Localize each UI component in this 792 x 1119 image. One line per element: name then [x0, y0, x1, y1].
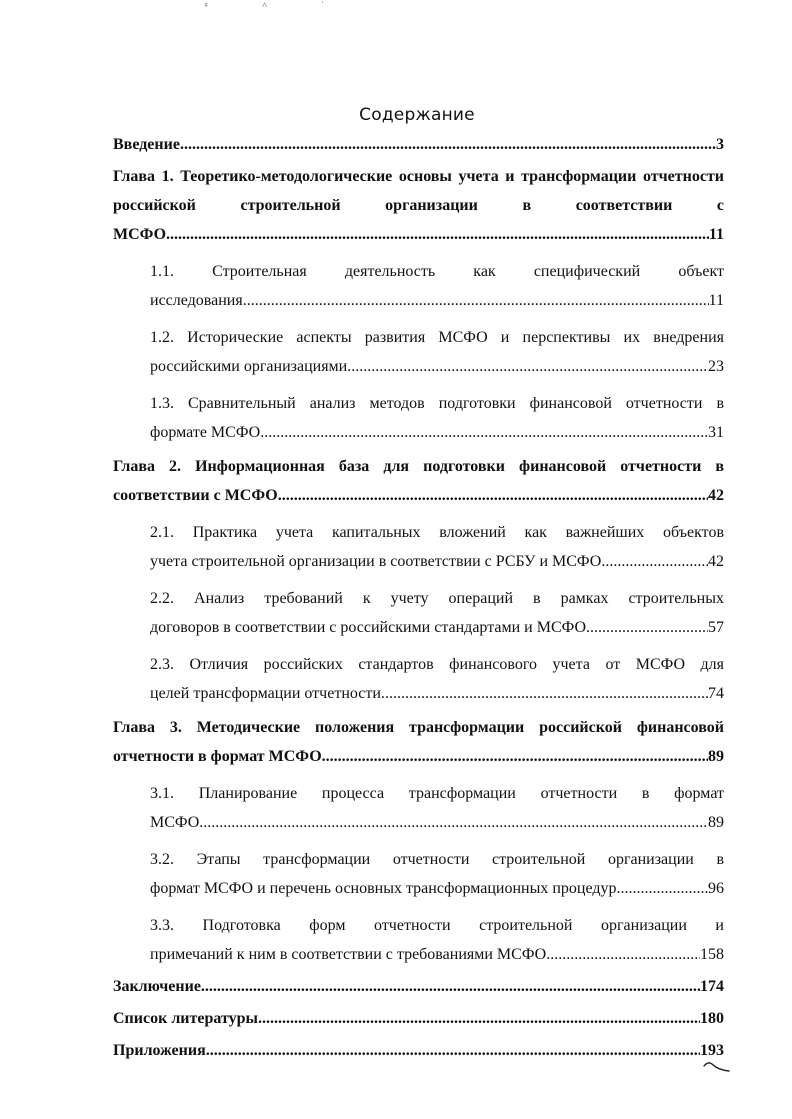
toc-entry-section-2-3[interactable] [150, 650, 724, 708]
toc-entry-title: 1.1. Строительная деятельность как специфический объект [150, 263, 724, 280]
toc-entry-chapter-1[interactable] [113, 162, 724, 249]
toc-entry-section-3-2[interactable] [150, 845, 724, 903]
toc-page-number: 89 [708, 814, 724, 831]
toc-entry-section-2-2[interactable] [150, 584, 724, 642]
toc-entry-title: Список литературы [113, 1010, 258, 1027]
handwritten-mark [702, 1052, 732, 1082]
toc-entry-section-3-3[interactable] [150, 911, 724, 969]
leader-dots [351, 352, 708, 381]
toc-entry-title: 2.1. Практика учета капитальных вложений как важнейших объектов [150, 524, 724, 541]
leader-dots [203, 808, 708, 837]
toc-entry-title: 3.1. Планирование процесса трансформации отчетности в формат [150, 785, 724, 802]
toc-entry-references[interactable] [113, 1004, 724, 1033]
toc-entry-title-end: договоров в соответствии с российскими стандартами и МСФО. [150, 619, 591, 636]
toc-entry-title: Заключение [113, 978, 201, 995]
toc-page-number: 3 [716, 136, 724, 153]
toc-page-number: 180 [700, 1010, 724, 1027]
toc-entry-intro[interactable] [113, 130, 724, 159]
leader-dots [617, 874, 708, 903]
toc-entry-appendices[interactable] [113, 1036, 724, 1065]
toc-page-number: 42 [708, 553, 724, 570]
toc-entry-title-end: МСФО. [113, 226, 171, 243]
toc-entry-section-1-1[interactable] [150, 257, 724, 315]
toc-entry-title: 3.3. Подготовка форм отчетности строительной организации и [150, 917, 724, 934]
leader-dots [180, 130, 716, 159]
page-title: Содержание [359, 105, 475, 125]
toc-entry-title: 1.3. Сравнительный анализ методов подготовки финансовой отчетности в [150, 395, 724, 412]
scan-specks: ᵍ ˄ ˈ [205, 0, 351, 10]
toc-entry-section-3-1[interactable] [150, 779, 724, 837]
leader-dots [326, 742, 708, 771]
leader-dots [590, 613, 708, 642]
toc-entry-title-end: примечаний к ним в соответствии с требованиями МСФО. [150, 946, 551, 963]
toc-entry-conclusion[interactable] [113, 972, 724, 1001]
toc-entry-title-end: исследования. [150, 292, 247, 309]
toc-entry-title-end: учета строительной организации в соответствии с РСБУ и МСФО. [150, 553, 606, 570]
toc-entry-title: 3.2. Этапы трансформации отчетности строительной организации в [150, 851, 724, 868]
toc-entry-title: Глава 2. Информационная база для подготовки финансовой отчетности в [113, 458, 724, 475]
toc-page-number: 31 [708, 424, 724, 441]
toc-entry-chapter-2[interactable] [113, 452, 724, 510]
leader-dots [282, 481, 708, 510]
toc-page-number: 11 [708, 292, 724, 309]
toc-entry-title-end: целей трансформации отчетности. [150, 685, 385, 702]
leader-dots [170, 220, 709, 249]
toc-entry-section-1-2[interactable] [150, 323, 724, 381]
toc-entry-title: 2.2. Анализ требований к учету операций в рамках строительных [150, 590, 724, 607]
leader-dots [201, 972, 700, 1001]
leader-dots [550, 940, 700, 969]
toc-entry-title-end: российскими организациями. [150, 358, 352, 375]
leader-dots [605, 547, 708, 576]
toc-entry-title-end: МСФО. [150, 814, 204, 831]
toc-page-number: 193 [700, 1042, 724, 1059]
toc-page-number: 174 [700, 978, 724, 995]
table-of-contents [113, 130, 724, 1065]
toc-page-number: 89 [708, 748, 724, 765]
toc-page-number: 57 [708, 619, 724, 636]
toc-entry-title: 1.2. Исторические аспекты развития МСФО и перспективы их внедрения [150, 329, 724, 346]
leader-dots [385, 679, 708, 708]
toc-entry-title: Приложения [113, 1042, 206, 1059]
toc-entry-title: Глава 3. Методические положения трансформации российской финансовой [113, 719, 724, 736]
toc-page-number: 23 [708, 358, 724, 375]
toc-entry-section-2-1[interactable] [150, 518, 724, 576]
toc-entry-title-end: отчетности в формат МСФО. [113, 748, 326, 765]
toc-entry-title: Глава 1. Теоретико-методологические основы учета и трансформации отчетности российской строительной организации в соответствии с [113, 168, 724, 214]
leader-dots [206, 1036, 700, 1065]
toc-page-number: 158 [700, 946, 724, 963]
leader-dots [264, 418, 708, 447]
toc-entry-title-end: соответствии с МСФО. [113, 487, 282, 504]
toc-page-number: 96 [708, 880, 724, 897]
toc-entry-title: 2.3. Отличия российских стандартов финансового учета от МСФО для [150, 656, 724, 673]
toc-entry-title: Введение [113, 136, 180, 153]
toc-page-number: 11 [708, 226, 724, 243]
toc-entry-chapter-3[interactable] [113, 713, 724, 771]
toc-entry-title-end: формате МСФО. [150, 424, 265, 441]
toc-page-number: 74 [708, 685, 724, 702]
toc-page-number: 42 [708, 487, 724, 504]
leader-dots [247, 286, 709, 315]
toc-entry-title-end: формат МСФО и перечень основных трансформационных процедур [150, 880, 617, 897]
toc-entry-section-1-3[interactable] [150, 389, 724, 447]
leader-dots [258, 1004, 700, 1033]
